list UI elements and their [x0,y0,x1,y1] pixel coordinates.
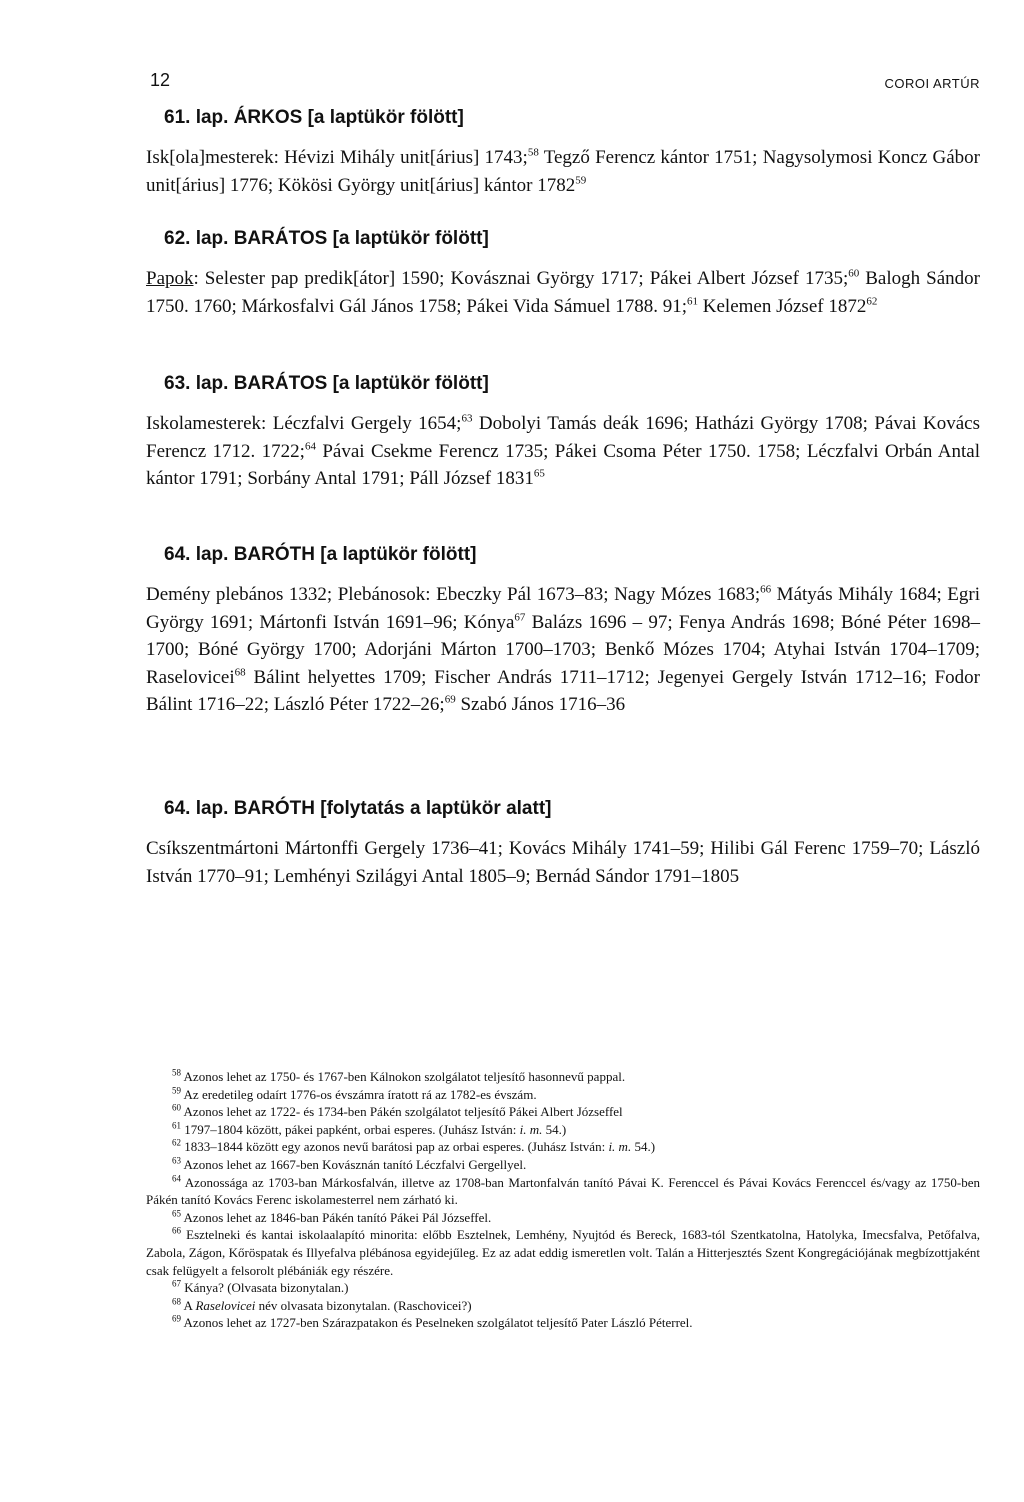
footnote-ref: 63 [461,412,473,425]
text-run: Csíkszentmártoni Mártonffi Gergely 1736–41; Kovács Mihály 1741–59; Hilibi Gál Ferenc 1759–70; László István 1770–91; Lemhényi Szilágyi Antal 1805–9; Bernád Sándor 1791–1805 [146,838,980,887]
heading-page-ref: 62. lap. [164,228,229,249]
footnote-item [146,1226,980,1279]
text-run: : Selester pap predik[átor] 1590; Kovásznai György 1717; Pákei Albert József 1735; [193,268,849,289]
text-run: Az eredetileg odaírt 1776-os évszámra íratott rá az 1782-es évszám. [183,1086,537,1102]
entry-section [146,797,980,890]
text-run: név olvasata bizonytalan. (Raschovicei?) [255,1297,472,1313]
text-run: Bálint helyettes 1709; Fischer András 1711–1712; Jegenyei Gergely István 1712–16; Fodor Bálint 1716–22; László Péter 1722–26; [146,666,980,715]
footnote-ref: 64 [304,440,316,453]
footnote-item [146,1121,980,1139]
text-run: 54.) [631,1139,656,1155]
footnote-ref: 66 [760,583,772,596]
footnote-number: 62 [172,1138,181,1149]
text-run: 1833–1844 között egy azonos nevű barátosi pap az orbai esperes. (Juhász István: [184,1139,609,1155]
footnote-number: 59 [172,1085,181,1096]
entry-section [146,227,980,320]
text-run: Azonos lehet az 1722- és 1734-ben Pákén szolgálatot teljesítő Pákei Albert Józseffel [183,1104,623,1120]
heading-place-name: BARÁTOS [233,228,328,249]
footnote-number: 67 [172,1278,181,1289]
heading-page-ref: 64. lap. [164,798,229,819]
footnote-number: 58 [172,1067,181,1078]
footnote-number: 65 [172,1208,181,1219]
footnote-item [146,1138,980,1156]
text-run: Kelemen József 1872 [698,295,867,317]
underlined-label: Papok [146,268,194,289]
text-run: Isk[ola]mesterek: Hévizi Mihály unit[árius] 1743; [146,147,528,168]
footnote-number: 61 [172,1120,181,1131]
footnote-item [146,1086,980,1104]
footnote-item [146,1279,980,1297]
footnote-item [146,1156,980,1174]
text-run: Kánya? (Olvasata bizonytalan.) [184,1280,349,1296]
text-run: Balogh Sándor 1750. 1760; Márkosfalvi Gál János 1758; Pákei Vida Sámuel 1788. 91; [146,268,980,317]
footnote-item [146,1297,980,1315]
heading-place-name: BARÁTOS [233,373,328,394]
heading-note: [folytatás a laptükör alatt] [320,798,552,819]
footnote-ref: 58 [527,146,539,159]
heading-place-name: BARÓTH [233,798,315,819]
footnote-ref: 60 [848,267,860,280]
footnote-item [146,1068,980,1086]
heading-note: [a laptükör fölött] [307,107,464,128]
text-run: A [183,1297,196,1313]
text-run: Pávai Csekme Ferencz 1735; Pákei Csoma Péter 1750. 1758; Léczfalvi Orbán Antal kántor 1791; Sorbány Antal 1791; Páll József 1831 [146,440,980,489]
entry-body [146,581,980,719]
footnote-number: 60 [172,1102,181,1113]
text-run: Szabó János 1716–36 [455,694,626,715]
text-run: Azonos lehet az 1750- és 1767-ben Kálnokon szolgálatot teljesítő hasonnevű pappal. [183,1069,626,1084]
footnote-item [146,1314,980,1332]
footnote-ref: 62 [866,295,878,308]
heading-page-ref: 61. lap. [164,107,229,128]
entry-body [146,265,980,320]
text-run: Mátyás Mihály 1684; Egri György 1691; Mártonfi István 1691–96; Kónya [146,584,980,633]
footnote-number: 68 [172,1296,181,1307]
text-run: 1797–1804 között, pákei papként, orbai esperes. (Juhász István: [184,1121,520,1137]
footnote-number: 64 [172,1173,181,1184]
footnote-ref: 69 [444,693,456,706]
text-run: Balázs 1696 – 97; Fenya András 1698; Bóné Péter 1698–1700; Bóné György 1700; Adorjáni Márton 1700–1703; Benkő Mózes 1704; Atyhai István 1704–1709; Raselovicei [146,611,980,688]
heading-note: [a laptükör fölött] [332,228,489,249]
footnote-ref: 68 [234,666,246,679]
entry-body [146,410,980,493]
footnote-number: 63 [172,1155,181,1166]
heading-place-name: BARÓTH [233,544,315,565]
heading-note: [a laptükör fölött] [332,373,489,394]
entry-heading [164,543,980,567]
entry-heading [164,227,980,251]
italic-text: i. m. [519,1121,543,1137]
running-head: COROI ARTÚR [884,76,980,91]
entry-heading [164,797,980,821]
entry-section [146,372,980,493]
text-run: Azonos lehet az 1667-ben Kovásznán tanító Léczfalvi Gergellyel. [183,1156,527,1172]
text-run: Azonos lehet az 1727-ben Szárazpatakon és Peselneken szolgálatot teljesítő Pater László Péterrel. [183,1315,693,1331]
text-run: Azonossága az 1703-ban Márkosfalván, illetve az 1708-ban Martonfalván tanító Pávai K. Ferenccel és Pávai Kovács Ferenccel és/vagy az 1750-ben Pákén tanító Kovács Ferenc iskolamesterrel nem zárható ki. [146,1174,980,1208]
italic-text: i. m. [608,1139,632,1155]
entry-section [146,543,980,719]
text-run: Azonos lehet az 1846-ban Pákén tanító Pákei Pál Józseffel. [183,1209,492,1225]
footnotes [146,1068,980,1332]
heading-page-ref: 63. lap. [164,373,229,394]
footnote-ref: 59 [575,174,587,187]
heading-place-name: ÁRKOS [233,107,303,128]
entry-body [146,144,980,199]
entry-heading [164,372,980,396]
heading-page-ref: 64. lap. [164,544,229,565]
text-run: Tegző Ferencz kántor 1751; Nagysolymosi Koncz Gábor unit[árius] 1776; Kökösi György unit[árius] kántor 1782 [146,147,980,196]
footnote-number: 69 [172,1313,181,1324]
text-run: Iskolamesterek: Léczfalvi Gergely 1654; [146,413,462,434]
footnote-ref: 65 [533,467,545,480]
heading-note: [a laptükör fölött] [320,544,477,565]
footnote-item [146,1209,980,1227]
text-run: Esztelneki és kantai iskolaalapító minorita: előbb Esztelnek, Lemhény, Nyujtód és Bereck, 1683-tól Szentkatolna, Hatolyka, Imecsfalva, Petőfalva, Zabola, Zágon, Kőröspatak és Illyefalva plébánosa egyidejűleg. Ez az adat eddig ismeretlen volt. Talán a Hitterjesztés Szent Kongregációjának megbízottjaként csak felügyelt a felsorolt plébániák egy részére. [146,1227,980,1278]
text-run: Dobolyi Tamás deák 1696; Hatházi György 1708; Pávai Kovács Ferencz 1712. 1722; [146,413,980,462]
footnote-number: 66 [172,1226,181,1237]
entry-heading [164,106,980,130]
italic-text: Raselovicei [195,1297,256,1313]
footnote-ref: 67 [514,611,526,624]
footnote-item [146,1174,980,1209]
footnote-ref: 61 [687,295,699,308]
page-number: 12 [150,70,171,90]
footnote-item [146,1103,980,1121]
text-run: 54.) [542,1121,567,1137]
text-run: Demény plebános 1332; Plebánosok: Ebeczky Pál 1673–83; Nagy Mózes 1683; [146,584,761,605]
entry-section [146,106,980,199]
entry-body [146,835,980,890]
